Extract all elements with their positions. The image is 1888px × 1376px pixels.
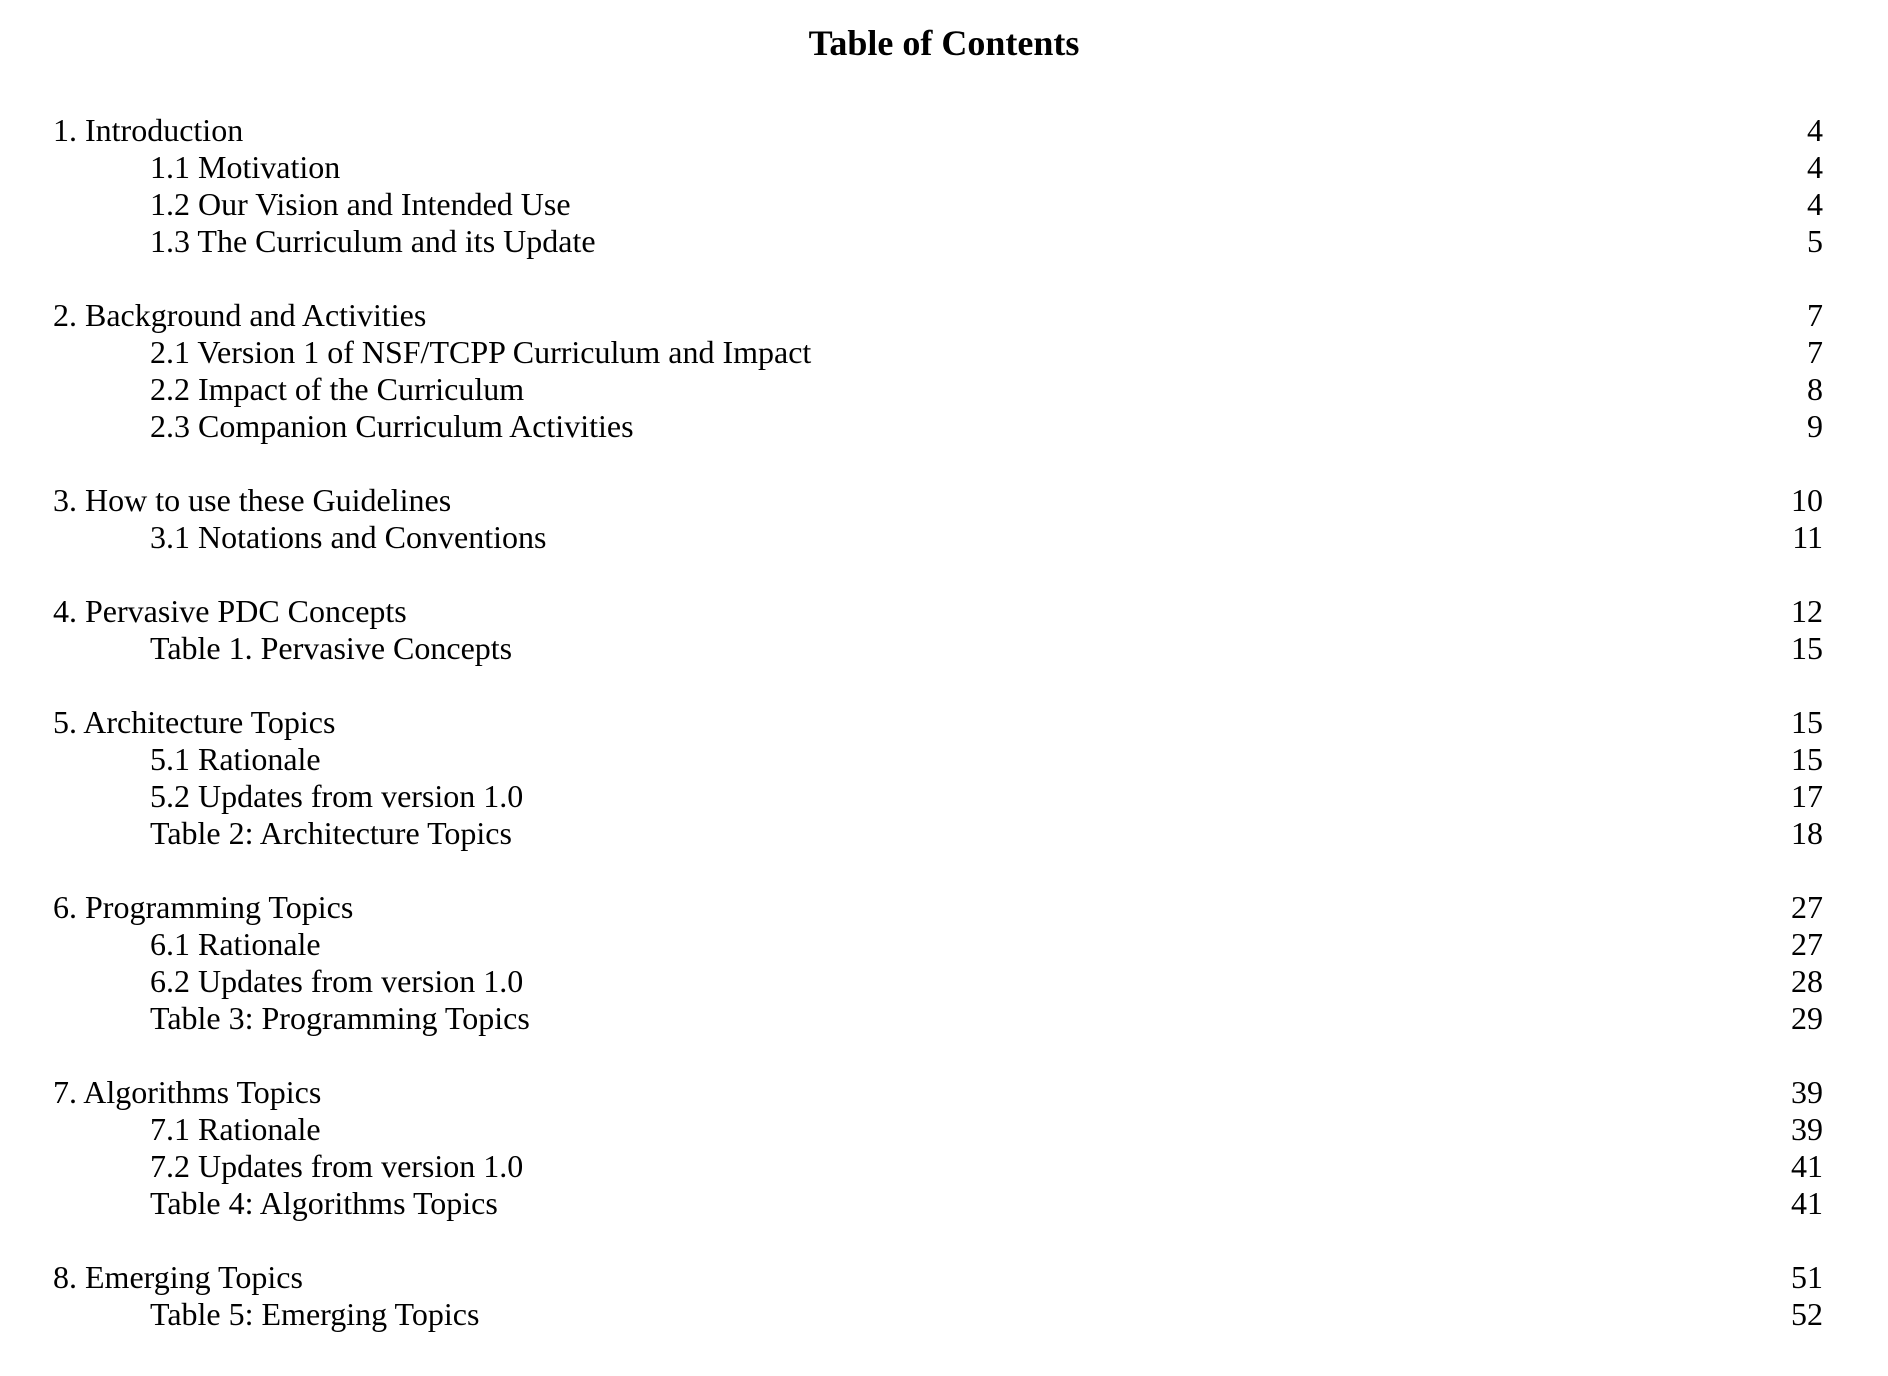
toc-section-heading-label: 6. Programming Topics bbox=[53, 889, 354, 925]
toc-entry-page-number: 15 bbox=[1791, 630, 1823, 666]
toc-section-heading-page-number: 27 bbox=[1791, 889, 1823, 925]
toc-entry[interactable] bbox=[0, 1185, 1888, 1222]
toc-entry-label: Table 3: Programming Topics bbox=[150, 1000, 530, 1036]
toc-section bbox=[0, 889, 1888, 1037]
toc-section-heading[interactable] bbox=[0, 482, 1888, 519]
toc-entry-label: Table 4: Algorithms Topics bbox=[150, 1185, 498, 1221]
toc-entry-page-number: 7 bbox=[1807, 334, 1823, 370]
toc-entry-page-number: 8 bbox=[1807, 371, 1823, 407]
toc-entry-label: Table 1. Pervasive Concepts bbox=[150, 630, 513, 666]
toc-section-heading-page-number: 15 bbox=[1791, 704, 1823, 740]
toc-entry-label: 6.1 Rationale bbox=[150, 926, 321, 962]
toc-section bbox=[0, 482, 1888, 556]
toc-entry[interactable] bbox=[0, 1148, 1888, 1185]
toc-section-heading[interactable] bbox=[0, 704, 1888, 741]
toc-section bbox=[0, 704, 1888, 852]
toc-entry-label: 7.1 Rationale bbox=[150, 1111, 321, 1147]
toc-entry-page-number: 17 bbox=[1791, 778, 1823, 814]
toc-entry-label: 6.2 Updates from version 1.0 bbox=[150, 963, 524, 999]
toc-section bbox=[0, 593, 1888, 667]
toc-section-heading-label: 4. Pervasive PDC Concepts bbox=[53, 593, 407, 629]
toc-entry-page-number: 11 bbox=[1792, 519, 1823, 555]
toc-entry[interactable] bbox=[0, 1296, 1888, 1333]
toc-section-heading-page-number: 39 bbox=[1791, 1074, 1823, 1110]
toc-section-heading-label: 7. Algorithms Topics bbox=[53, 1074, 322, 1110]
toc-entry-page-number: 39 bbox=[1791, 1111, 1823, 1147]
toc-entry-label: 5.1 Rationale bbox=[150, 741, 321, 777]
toc-entry[interactable] bbox=[0, 815, 1888, 852]
toc-section bbox=[0, 112, 1888, 260]
toc-section-heading[interactable] bbox=[0, 1074, 1888, 1111]
toc-section-heading-page-number: 4 bbox=[1807, 112, 1823, 148]
toc-entry-page-number: 41 bbox=[1791, 1185, 1823, 1221]
toc-entry-label: Table 2: Architecture Topics bbox=[150, 815, 512, 851]
toc-entry-label: 2.1 Version 1 of NSF/TCPP Curriculum and Impact bbox=[150, 334, 812, 370]
toc-entry-label: 7.2 Updates from version 1.0 bbox=[150, 1148, 524, 1184]
toc-entry-page-number: 41 bbox=[1791, 1148, 1823, 1184]
toc-entry-page-number: 4 bbox=[1807, 186, 1823, 222]
toc-entry-label: 1.1 Motivation bbox=[150, 149, 341, 185]
toc-entry-page-number: 9 bbox=[1807, 408, 1823, 444]
toc-entry-label: 2.2 Impact of the Curriculum bbox=[150, 371, 525, 407]
toc-entry-label: Table 5: Emerging Topics bbox=[150, 1296, 480, 1332]
toc-section-heading[interactable] bbox=[0, 593, 1888, 630]
toc-entry-label: 5.2 Updates from version 1.0 bbox=[150, 778, 524, 814]
toc-section-heading-page-number: 7 bbox=[1807, 297, 1823, 333]
toc-section-heading-page-number: 10 bbox=[1791, 482, 1823, 518]
toc-entry[interactable] bbox=[0, 630, 1888, 667]
toc-entry-label: 3.1 Notations and Conventions bbox=[150, 519, 547, 555]
toc-section-heading[interactable] bbox=[0, 889, 1888, 926]
toc-entry-label: 2.3 Companion Curriculum Activities bbox=[150, 408, 634, 444]
toc-entry[interactable] bbox=[0, 223, 1888, 260]
toc-entry-page-number: 5 bbox=[1807, 223, 1823, 259]
toc-section bbox=[0, 297, 1888, 445]
toc-section bbox=[0, 1074, 1888, 1222]
toc-entry-page-number: 15 bbox=[1791, 741, 1823, 777]
toc-entry-page-number: 52 bbox=[1791, 1296, 1823, 1332]
toc-section-heading-label: 8. Emerging Topics bbox=[53, 1259, 303, 1295]
toc-entry[interactable] bbox=[0, 926, 1888, 963]
toc-section bbox=[0, 1259, 1888, 1333]
toc-entry-label: 1.2 Our Vision and Intended Use bbox=[150, 186, 571, 222]
toc-entry[interactable] bbox=[0, 1111, 1888, 1148]
toc-section-heading-label: 5. Architecture Topics bbox=[53, 704, 336, 740]
toc-section-heading-label: 2. Background and Activities bbox=[53, 297, 427, 333]
toc-section-heading-page-number: 12 bbox=[1791, 593, 1823, 629]
toc-section-heading-label: 1. Introduction bbox=[53, 112, 244, 148]
toc-entry[interactable] bbox=[0, 371, 1888, 408]
toc-section-heading[interactable] bbox=[0, 1259, 1888, 1296]
toc-entry[interactable] bbox=[0, 778, 1888, 815]
toc-entry-label: 1.3 The Curriculum and its Update bbox=[150, 223, 596, 259]
toc-entry[interactable] bbox=[0, 519, 1888, 556]
toc-title: Table of Contents bbox=[808, 23, 1080, 63]
toc-entry-page-number: 27 bbox=[1791, 926, 1823, 962]
toc-section-heading[interactable] bbox=[0, 112, 1888, 149]
toc-entry[interactable] bbox=[0, 408, 1888, 445]
toc-entry-page-number: 4 bbox=[1807, 149, 1823, 185]
toc-section-heading-page-number: 51 bbox=[1791, 1259, 1823, 1295]
toc-entry[interactable] bbox=[0, 741, 1888, 778]
toc-entry[interactable] bbox=[0, 334, 1888, 371]
toc-entry-page-number: 28 bbox=[1791, 963, 1823, 999]
toc-entry-page-number: 18 bbox=[1791, 815, 1823, 851]
toc-section-heading[interactable] bbox=[0, 297, 1888, 334]
toc-entry[interactable] bbox=[0, 186, 1888, 223]
toc-list bbox=[0, 112, 1888, 1370]
toc-entry-page-number: 29 bbox=[1791, 1000, 1823, 1036]
toc-section-heading-label: 3. How to use these Guidelines bbox=[53, 482, 452, 518]
toc-entry[interactable] bbox=[0, 1000, 1888, 1037]
toc-entry[interactable] bbox=[0, 149, 1888, 186]
toc-entry[interactable] bbox=[0, 963, 1888, 1000]
